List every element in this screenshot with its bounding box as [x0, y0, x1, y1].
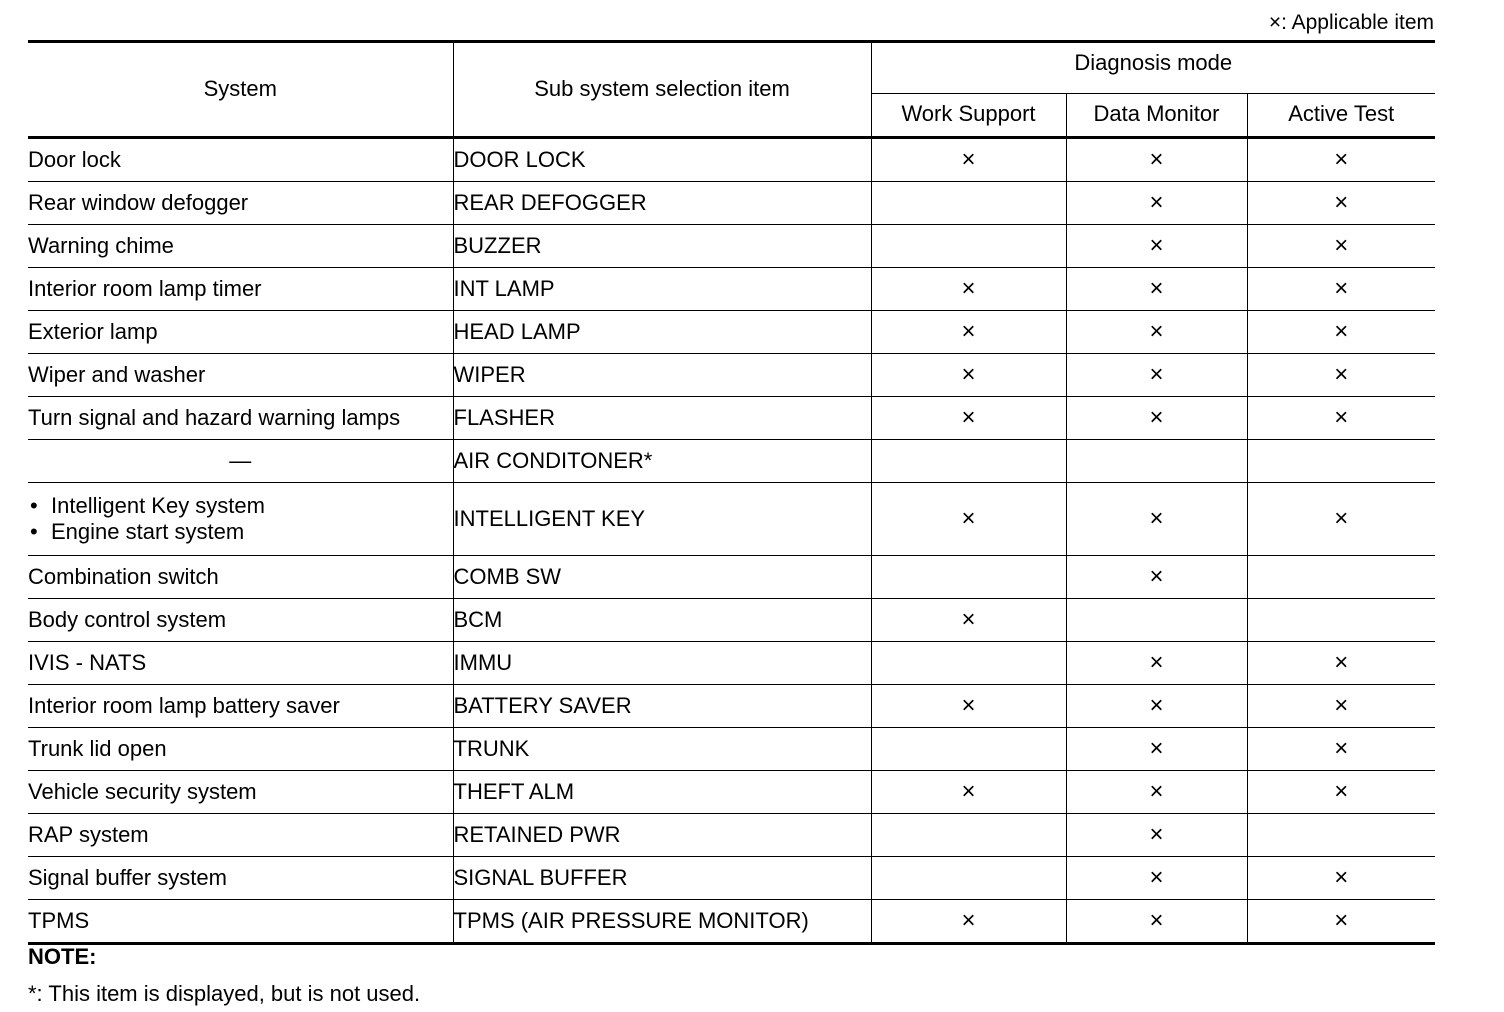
- sub-system-cell: INT LAMP: [453, 268, 871, 311]
- system-cell: Warning chime: [28, 225, 453, 268]
- applicable-mark: ×: [1334, 317, 1349, 345]
- sub-system-cell: IMMU: [453, 642, 871, 685]
- applicable-mark: ×: [1149, 691, 1164, 719]
- sub-system-cell: BCM: [453, 599, 871, 642]
- work-support-cell: [871, 311, 1066, 354]
- work-support-cell: [871, 556, 1066, 599]
- applicable-mark: ×: [961, 691, 976, 719]
- sub-system-cell: BATTERY SAVER: [453, 685, 871, 728]
- system-cell: [28, 483, 453, 556]
- work-support-cell: [871, 599, 1066, 642]
- applicable-mark: ×: [1334, 231, 1349, 259]
- applicable-mark: ×: [961, 145, 976, 173]
- applicable-mark: ×: [961, 777, 976, 805]
- data-monitor-cell: [1066, 771, 1247, 814]
- active-test-cell: [1247, 857, 1435, 900]
- active-test-cell: [1247, 556, 1435, 599]
- sub-system-cell: THEFT ALM: [453, 771, 871, 814]
- applicable-mark: ×: [1149, 504, 1164, 532]
- work-support-cell: [871, 857, 1066, 900]
- table-row: [28, 311, 1435, 354]
- system-cell: TPMS: [28, 900, 453, 944]
- applicable-mark: ×: [961, 605, 976, 633]
- system-cell: Interior room lamp battery saver: [28, 685, 453, 728]
- sub-system-cell: AIR CONDITONER*: [453, 440, 871, 483]
- data-monitor-cell: [1066, 857, 1247, 900]
- sub-system-cell: TRUNK: [453, 728, 871, 771]
- applicable-mark: ×: [1334, 648, 1349, 676]
- applicable-mark: ×: [961, 274, 976, 302]
- active-test-cell: [1247, 182, 1435, 225]
- data-monitor-cell: [1066, 268, 1247, 311]
- table-row: [28, 354, 1435, 397]
- active-test-cell: [1247, 268, 1435, 311]
- applicable-mark: ×: [1149, 820, 1164, 848]
- sub-system-cell: TPMS (AIR PRESSURE MONITOR): [453, 900, 871, 944]
- system-cell: Body control system: [28, 599, 453, 642]
- system-cell: Signal buffer system: [28, 857, 453, 900]
- applicable-mark: ×: [961, 360, 976, 388]
- data-monitor-cell: [1066, 138, 1247, 182]
- table-row: [28, 642, 1435, 685]
- data-monitor-cell: [1066, 599, 1247, 642]
- applicable-mark: ×: [1149, 145, 1164, 173]
- table-row: [28, 814, 1435, 857]
- system-bullet-list: [28, 493, 453, 546]
- table-header: [28, 42, 1435, 138]
- table-row: [28, 138, 1435, 182]
- applicable-mark: ×: [1334, 691, 1349, 719]
- system-cell: Wiper and washer: [28, 354, 453, 397]
- work-support-cell: [871, 440, 1066, 483]
- applicable-mark: ×: [1149, 403, 1164, 431]
- work-support-cell: [871, 771, 1066, 814]
- active-test-cell: [1247, 138, 1435, 182]
- sub-system-cell: HEAD LAMP: [453, 311, 871, 354]
- table-row: [28, 900, 1435, 944]
- work-support-cell: [871, 354, 1066, 397]
- work-support-cell: [871, 225, 1066, 268]
- work-support-cell: [871, 138, 1066, 182]
- diagnosis-mode-table: [28, 40, 1435, 945]
- active-test-cell: [1247, 599, 1435, 642]
- system-cell: RAP system: [28, 814, 453, 857]
- work-support-cell: [871, 728, 1066, 771]
- table-row: [28, 397, 1435, 440]
- data-monitor-cell: [1066, 556, 1247, 599]
- table-row: [28, 685, 1435, 728]
- system-cell: Rear window defogger: [28, 182, 453, 225]
- data-monitor-cell: [1066, 225, 1247, 268]
- legend-applicable-item: ×: Applicable item: [1268, 11, 1434, 34]
- applicable-mark: ×: [1334, 777, 1349, 805]
- sub-system-cell: COMB SW: [453, 556, 871, 599]
- header-sub-system: Sub system selection item: [453, 42, 871, 138]
- work-support-cell: [871, 483, 1066, 556]
- applicable-mark: ×: [1334, 906, 1349, 934]
- sub-system-cell: DOOR LOCK: [453, 138, 871, 182]
- active-test-cell: [1247, 311, 1435, 354]
- system-cell: —: [28, 440, 453, 483]
- data-monitor-cell: [1066, 182, 1247, 225]
- applicable-mark: ×: [1334, 504, 1349, 532]
- data-monitor-cell: [1066, 900, 1247, 944]
- active-test-cell: [1247, 900, 1435, 944]
- active-test-cell: [1247, 440, 1435, 483]
- active-test-cell: [1247, 225, 1435, 268]
- applicable-mark: ×: [961, 906, 976, 934]
- table-row: [28, 771, 1435, 814]
- sub-system-cell: INTELLIGENT KEY: [453, 483, 871, 556]
- sub-system-cell: RETAINED PWR: [453, 814, 871, 857]
- table-row: [28, 182, 1435, 225]
- work-support-cell: [871, 642, 1066, 685]
- header-diagnosis-mode: Diagnosis mode: [871, 42, 1435, 94]
- applicable-mark: ×: [1149, 906, 1164, 934]
- active-test-cell: [1247, 483, 1435, 556]
- applicable-mark: ×: [1149, 360, 1164, 388]
- data-monitor-cell: [1066, 440, 1247, 483]
- table-row: [28, 483, 1435, 556]
- data-monitor-cell: [1066, 483, 1247, 556]
- data-monitor-cell: [1066, 685, 1247, 728]
- applicable-mark: ×: [1334, 360, 1349, 388]
- table-row: [28, 599, 1435, 642]
- data-monitor-cell: [1066, 311, 1247, 354]
- active-test-cell: [1247, 771, 1435, 814]
- system-bullet-item: • Engine start system: [28, 519, 453, 545]
- data-monitor-cell: [1066, 354, 1247, 397]
- sub-system-cell: REAR DEFOGGER: [453, 182, 871, 225]
- note-text: *: This item is displayed, but is not used.: [28, 981, 421, 1006]
- work-support-cell: [871, 268, 1066, 311]
- sub-system-cell: SIGNAL BUFFER: [453, 857, 871, 900]
- applicable-mark: ×: [1149, 777, 1164, 805]
- applicable-mark: ×: [1334, 403, 1349, 431]
- system-cell: Combination switch: [28, 556, 453, 599]
- header-work-support: Work Support: [871, 94, 1066, 138]
- sub-system-cell: WIPER: [453, 354, 871, 397]
- applicable-mark: ×: [1334, 734, 1349, 762]
- applicable-mark: ×: [961, 317, 976, 345]
- applicable-mark: ×: [1334, 145, 1349, 173]
- system-cell: Turn signal and hazard warning lamps: [28, 397, 453, 440]
- system-cell: Door lock: [28, 138, 453, 182]
- applicable-mark: ×: [1149, 648, 1164, 676]
- table-row: [28, 728, 1435, 771]
- active-test-cell: [1247, 354, 1435, 397]
- work-support-cell: [871, 900, 1066, 944]
- applicable-mark: ×: [1149, 188, 1164, 216]
- sub-system-cell: BUZZER: [453, 225, 871, 268]
- data-monitor-cell: [1066, 642, 1247, 685]
- work-support-cell: [871, 397, 1066, 440]
- data-monitor-cell: [1066, 814, 1247, 857]
- applicable-mark: ×: [1334, 863, 1349, 891]
- table-row: [28, 440, 1435, 483]
- data-monitor-cell: [1066, 397, 1247, 440]
- applicable-mark: ×: [961, 403, 976, 431]
- work-support-cell: [871, 685, 1066, 728]
- system-cell: Trunk lid open: [28, 728, 453, 771]
- sub-system-cell: FLASHER: [453, 397, 871, 440]
- system-cell: Exterior lamp: [28, 311, 453, 354]
- active-test-cell: [1247, 685, 1435, 728]
- data-monitor-cell: [1066, 728, 1247, 771]
- header-active-test: Active Test: [1247, 94, 1435, 138]
- applicable-mark: ×: [1149, 734, 1164, 762]
- system-cell: Interior room lamp timer: [28, 268, 453, 311]
- applicable-mark: ×: [1149, 863, 1164, 891]
- active-test-cell: [1247, 814, 1435, 857]
- system-cell: Vehicle security system: [28, 771, 453, 814]
- applicable-mark: ×: [961, 504, 976, 532]
- system-bullet-item: • Intelligent Key system: [28, 493, 453, 519]
- applicable-mark: ×: [1149, 317, 1164, 345]
- table-row: [28, 857, 1435, 900]
- applicable-mark: ×: [1149, 562, 1164, 590]
- system-cell: IVIS - NATS: [28, 642, 453, 685]
- table-row: [28, 556, 1435, 599]
- table-row: [28, 225, 1435, 268]
- active-test-cell: [1247, 397, 1435, 440]
- table-row: [28, 268, 1435, 311]
- header-data-monitor: Data Monitor: [1066, 94, 1247, 138]
- applicable-mark: ×: [1334, 274, 1349, 302]
- active-test-cell: [1247, 642, 1435, 685]
- header-system: System: [28, 42, 453, 138]
- work-support-cell: [871, 182, 1066, 225]
- applicable-mark: ×: [1149, 274, 1164, 302]
- applicable-mark: ×: [1149, 231, 1164, 259]
- work-support-cell: [871, 814, 1066, 857]
- table-body: [28, 138, 1435, 944]
- applicable-mark: ×: [1334, 188, 1349, 216]
- active-test-cell: [1247, 728, 1435, 771]
- note-title: NOTE:: [28, 944, 97, 969]
